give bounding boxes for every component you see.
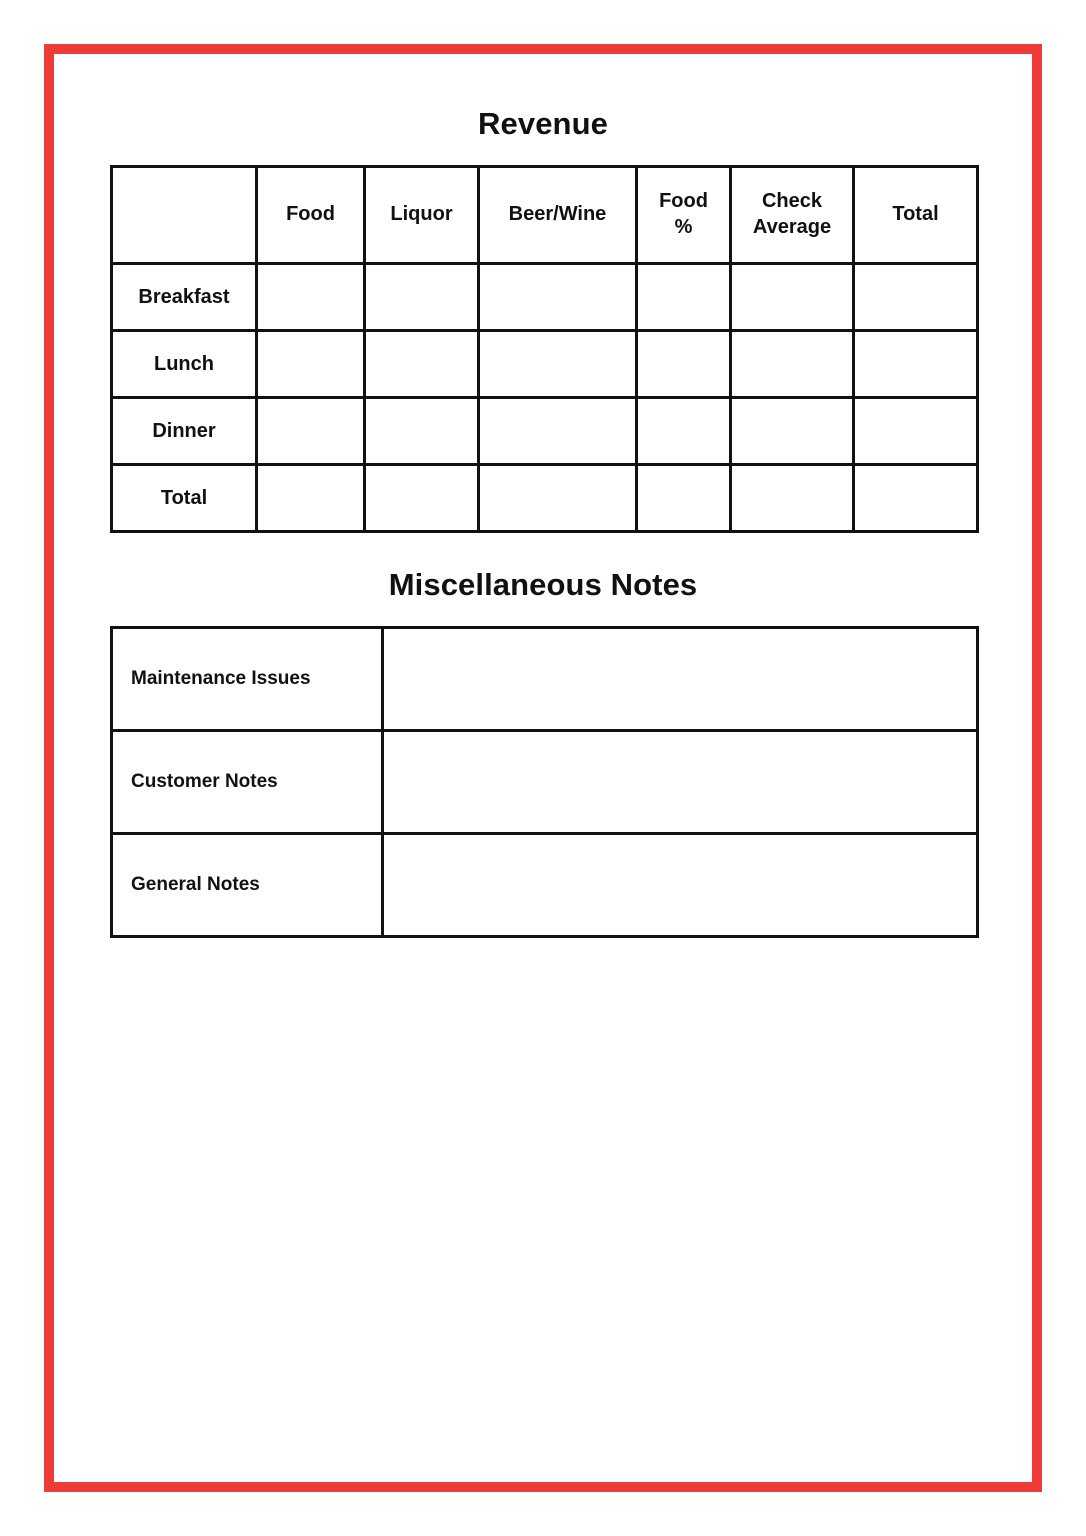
revenue-cell-dinner-food[interactable]: [257, 398, 365, 465]
revenue-col-header-check-average-line1: Check: [761, 190, 823, 213]
revenue-table-wrapper: [54, 139, 1032, 533]
revenue-col-header-total-line1: Total: [892, 203, 939, 226]
revenue-cell-lunch-food[interactable]: [257, 331, 365, 398]
revenue-cell-dinner-beer-wine[interactable]: [479, 398, 637, 465]
revenue-row-label-total: Total: [112, 465, 257, 532]
notes-field-maintenance-issues[interactable]: [383, 628, 978, 731]
table-row: [112, 834, 978, 937]
notes-row-label-maintenance-issues: Maintenance Issues: [112, 628, 383, 731]
table-row: [112, 465, 978, 532]
revenue-col-header-beer-wine-line1: Beer/Wine: [508, 203, 607, 226]
notes-field-general-notes[interactable]: [383, 834, 978, 937]
revenue-col-header-food-line1: Food: [286, 203, 335, 226]
revenue-col-header-check-average-line2: Average: [752, 216, 832, 238]
notes-field-customer-notes[interactable]: [383, 731, 978, 834]
revenue-cell-total-food[interactable]: [257, 465, 365, 532]
revenue-cell-lunch-food-percent[interactable]: [637, 331, 731, 398]
notes-row-label-general-notes: General Notes: [112, 834, 383, 937]
revenue-corner-cell: [112, 167, 257, 264]
revenue-cell-breakfast-beer-wine[interactable]: [479, 264, 637, 331]
revenue-col-header-food-percent-line2: %: [674, 216, 693, 238]
revenue-col-header-liquor: [365, 167, 479, 264]
notes-table: [110, 626, 979, 938]
revenue-cell-lunch-liquor[interactable]: [365, 331, 479, 398]
table-row: [112, 628, 978, 731]
table-row: [112, 264, 978, 331]
notes-table-wrapper: [54, 600, 1032, 938]
revenue-cell-total-beer-wine[interactable]: [479, 465, 637, 532]
table-row: [112, 731, 978, 834]
table-row: [112, 398, 978, 465]
revenue-section-title: Revenue: [478, 106, 608, 141]
revenue-cell-breakfast-food[interactable]: [257, 264, 365, 331]
revenue-col-header-food-percent-line1: Food: [659, 190, 708, 213]
table-row: [112, 331, 978, 398]
revenue-cell-dinner-liquor[interactable]: [365, 398, 479, 465]
revenue-table: [110, 165, 979, 533]
revenue-col-header-food-percent: [637, 167, 731, 264]
revenue-cell-breakfast-food-percent[interactable]: [637, 264, 731, 331]
revenue-cell-total-total[interactable]: [854, 465, 978, 532]
page-content: [54, 54, 1032, 1482]
revenue-cell-lunch-beer-wine[interactable]: [479, 331, 637, 398]
revenue-cell-dinner-food-percent[interactable]: [637, 398, 731, 465]
revenue-cell-total-food-percent[interactable]: [637, 465, 731, 532]
notes-row-label-customer-notes: Customer Notes: [112, 731, 383, 834]
revenue-row-label-breakfast: Breakfast: [112, 264, 257, 331]
revenue-header-row: [112, 167, 978, 264]
revenue-col-header-liquor-line1: Liquor: [390, 203, 453, 226]
revenue-cell-lunch-check-average[interactable]: [731, 331, 854, 398]
revenue-cell-lunch-total[interactable]: [854, 331, 978, 398]
revenue-cell-dinner-check-average[interactable]: [731, 398, 854, 465]
revenue-cell-breakfast-total[interactable]: [854, 264, 978, 331]
revenue-col-header-total: [854, 167, 978, 264]
notes-section-title: Miscellaneous Notes: [388, 567, 698, 602]
revenue-col-header-beer-wine: [479, 167, 637, 264]
revenue-col-header-food: [257, 167, 365, 264]
revenue-row-label-dinner: Dinner: [112, 398, 257, 465]
revenue-cell-dinner-total[interactable]: [854, 398, 978, 465]
revenue-col-header-check-average: [731, 167, 854, 264]
revenue-cell-breakfast-check-average[interactable]: [731, 264, 854, 331]
revenue-row-label-lunch: Lunch: [112, 331, 257, 398]
revenue-cell-breakfast-liquor[interactable]: [365, 264, 479, 331]
revenue-cell-total-check-average[interactable]: [731, 465, 854, 532]
revenue-cell-total-liquor[interactable]: [365, 465, 479, 532]
